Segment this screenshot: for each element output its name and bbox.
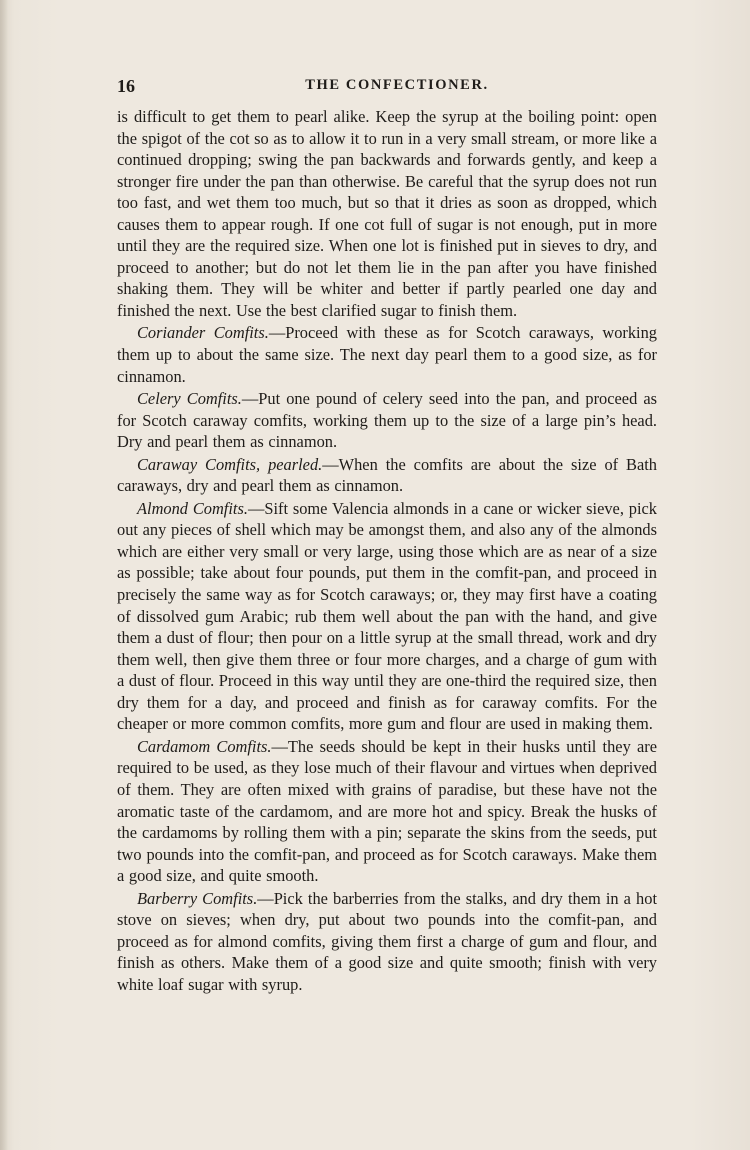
recipe-text: —Pick the barberries from the stalks, and dry them in a hot stove on sieves; when dry, put about two pounds into the comfit-pan, and proceed as for almond comfits, giving them first a charge of gum and flour, and finish as others. Make them of a good size and quite smooth; finish with very white loaf sugar with syrup.	[117, 888, 657, 994]
recipe-title: Cardamom Comfits.	[137, 736, 272, 756]
recipe-barberry-comfits	[117, 888, 657, 996]
paragraph-continuation	[117, 106, 657, 321]
recipe-title: Celery Comfits.	[137, 389, 242, 409]
recipe-caraway-comfits-pearled	[117, 454, 657, 497]
recipe-text: —Put one pound of celery seed into the pan, and proceed as for Scotch caraway comfits, working them up to the size of a large pin’s head. Dry and pearl them as cinnamon.	[117, 389, 658, 452]
recipe-text: —Proceed with these as for Scotch caraways, working them up to about the same size. The next day pearl them to a good size, as for cinnamon.	[117, 323, 657, 386]
body-text	[117, 106, 657, 995]
running-head	[117, 76, 657, 98]
recipe-title: Almond Comfits.	[137, 498, 248, 518]
recipe-title: Coriander Comfits.	[137, 323, 269, 343]
recipe-text: —Sift some Valencia almonds in a cane or wicker sieve, pick out any pieces of shell which may be amongst them, and also any of the almonds which are either very small or very large, using those which are as near of a size as possible; take about four pounds, put them in the comfit-pan, and proceed in precisely the same way as for Scotch caraways; or, they may first have a coating of dissolved gum Arabic; rub them well about the pan with the hand, and give them a dust of flour; then pour on a little syrup at the small thread, work and dry them well, then give them three or four more charges, and a charge of gum with a dust of flour. Proceed in this way until they are one-third the required size, then dry them for a day, and proceed and finish as for caraway comfits. For the cheaper or more common comfits, more gum and flour are used in making them.	[117, 498, 657, 734]
page-number: 16	[117, 76, 135, 96]
recipe-title: Barberry Comfits.	[137, 888, 258, 908]
recipe-text: —When the comfits are about the size of Bath caraways, dry and pearl them as cinnamon.	[117, 454, 657, 496]
recipe-celery-comfits	[117, 388, 657, 453]
recipe-text: —The seeds should be kept in their husks until they are required to be used, as they lose much of their flavour and virtues when deprived of them. They are often mixed with grains of paradise, but these have not the aromatic taste of the cardamom, and are more hot and spicy. Break the husks of the cardamoms by rolling them with a pin; separate the skins from the seeds, put two pounds into the comfit-pan, and proceed as for Scotch caraways. Make them a good size, and quite smooth.	[117, 736, 657, 886]
recipe-coriander-comfits	[117, 322, 657, 387]
recipe-almond-comfits	[117, 498, 657, 735]
recipe-cardamom-comfits	[117, 736, 657, 887]
running-title: THE CONFECTIONER.	[305, 77, 489, 93]
paragraph-text: is difficult to get them to pearl alike. Keep the syrup at the boiling point: open the spigot of the cot so as to allow it to run in a very small stream, or more like a continued dropping; swing the pan backwards and forwards gently, and keep a stronger fire under the pan than otherwise. Be careful that the syrup does not run too fast, and wet them too much, but so that it dries as soon as dropped, which causes them to appear rough. If one cot full of sugar is not enough, put in more until they are the required size. When one lot is finished put in sieves to dry, and proceed to another; but do not let them lie in the pan after you have finished shaking them. They will be whiter and better if partly pearled one day and finished the next. Use the best clarified sugar to finish them.	[117, 107, 657, 320]
recipe-title: Caraway Comfits, pearled.	[137, 454, 323, 474]
